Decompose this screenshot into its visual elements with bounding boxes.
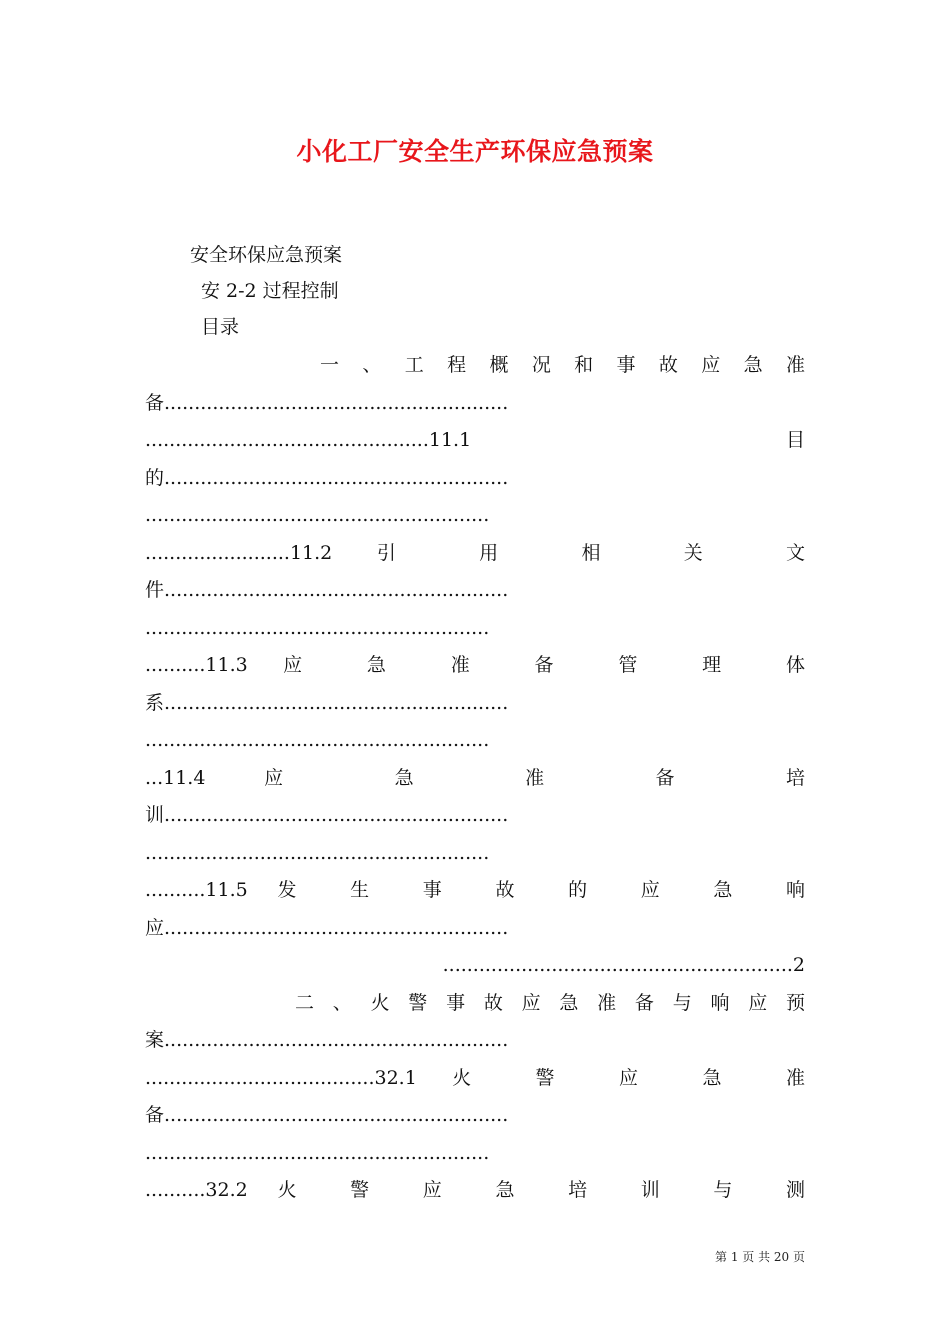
intro-line-2: 安 2-2 过程控制 xyxy=(201,280,339,302)
toc-line: ......................................................... xyxy=(145,729,490,751)
toc-line: 案......................................................... xyxy=(145,1029,509,1051)
toc-line: 训......................................................... xyxy=(145,804,509,826)
document-title: 小化工厂安全生产环保应急预案 xyxy=(296,137,654,166)
toc-line: 一 、 工 程 概 况 和 事 故 应 急 准 xyxy=(320,354,805,376)
toc-line: ......................................................... xyxy=(145,1141,490,1164)
toc-line: 件......................................................... xyxy=(145,579,509,601)
toc-line: 应......................................................... xyxy=(145,916,509,939)
toc-line: ........................11.2 引 用 相 关 文 xyxy=(145,541,805,564)
table-of-contents xyxy=(145,347,805,1210)
intro-line-3: 目录 xyxy=(201,316,240,338)
intro-line-1: 安全环保应急预案 xyxy=(190,244,343,266)
toc-line: ..........32.2 火 警 应 急 培 训 与 测 xyxy=(145,1179,805,1201)
toc-line: ......................................32.1 火 警 应 急 准 xyxy=(145,1066,805,1089)
toc-line: ......................................................... xyxy=(145,504,490,526)
toc-line: 的......................................................... xyxy=(145,466,509,489)
toc-line: 二 、 火 警 事 故 应 急 准 备 与 响 应 预 xyxy=(295,991,805,1014)
toc-line: ..........11.3 应 急 准 备 管 理 体 xyxy=(145,654,805,676)
toc-line: ...............................................11.1 目 xyxy=(145,429,805,451)
toc-line: ..........................................................2 xyxy=(442,954,805,976)
toc-line: ......................................................... xyxy=(145,616,490,639)
toc-line: ......................................................... xyxy=(145,841,490,864)
page-number: 第 1 页 共 20 页 xyxy=(715,1250,805,1264)
toc-line: ..........11.5 发 生 事 故 的 应 急 响 xyxy=(145,879,805,901)
toc-line: ...11.4 应 急 准 备 培 xyxy=(145,766,805,789)
toc-line: 系......................................................... xyxy=(145,691,509,714)
toc-line: 备......................................................... xyxy=(145,391,509,414)
toc-line: 备......................................................... xyxy=(145,1104,509,1126)
